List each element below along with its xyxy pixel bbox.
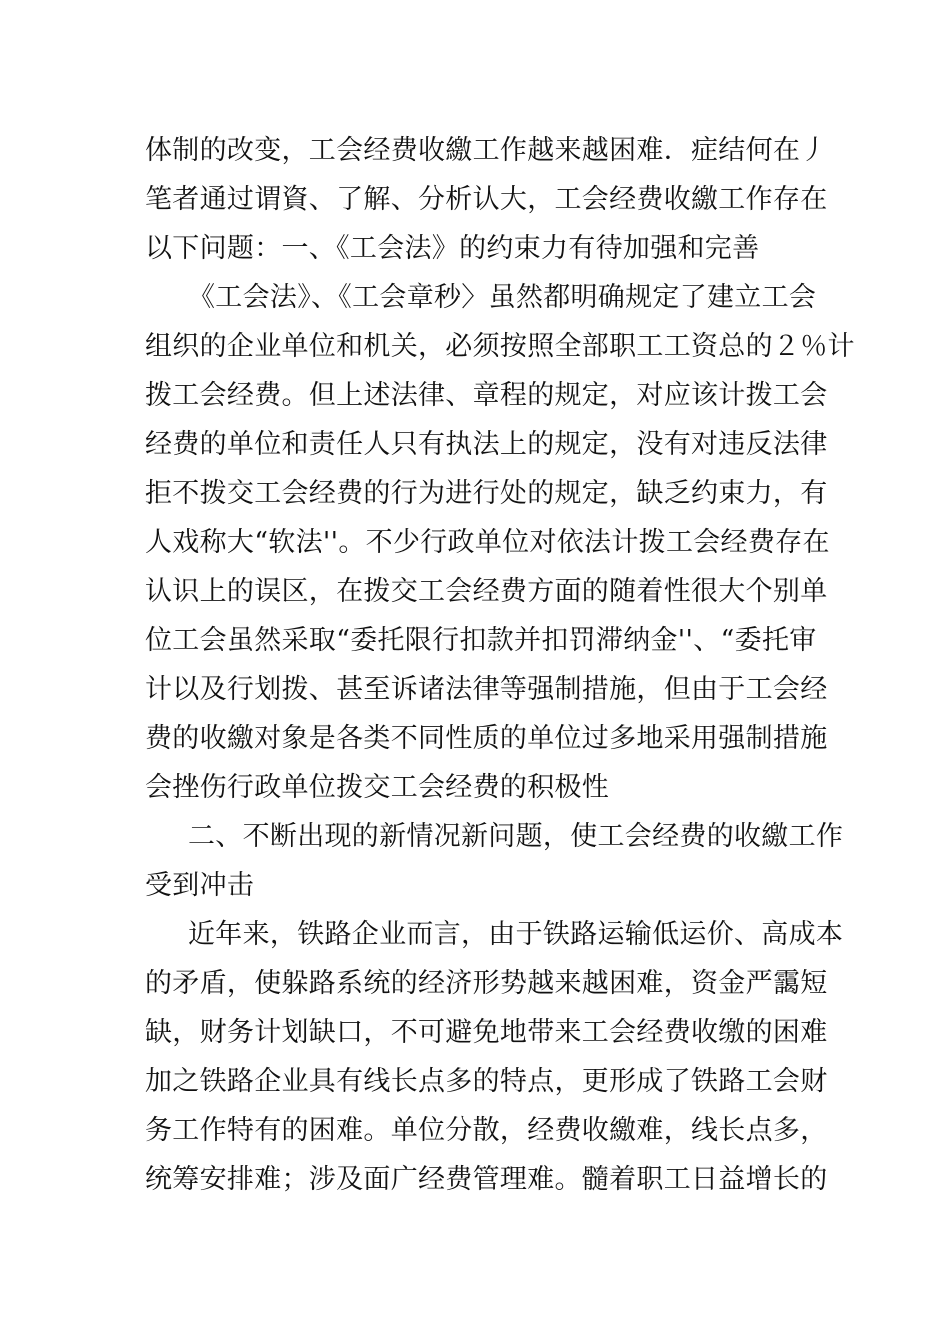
- text-line: 认识上的误区，在拨交工会经费方面的随着性很大个别单: [145, 576, 828, 607]
- text-line: 计以及行划拨、甚至诉诸法律等强制措施，但由于工会经: [145, 674, 828, 705]
- text-line: 人戏称大“软法''。不少行政单位对依法计拨工会经费存在: [145, 527, 830, 558]
- body-text: [145, 126, 855, 1204]
- text-line: 会挫伤行政单位拨交工会经费的积极性: [145, 772, 610, 803]
- text-line: 组织的企业单位和机关，必须按照全部职工工资总的２％计: [145, 331, 855, 362]
- text-line: 加之铁路企业具有线长点多的特点，更形成了铁路工会财: [145, 1066, 828, 1097]
- text-line: 位工会虽然采取“委托限行扣款并扣罚滞纳金''、“委托审: [145, 625, 817, 656]
- text-line: 以下问题：一、《工会法》的约束力有待加强和完善: [145, 233, 760, 264]
- text-line: 经费的单位和责任人只有执法上的规定，没有对违反法律: [145, 429, 828, 460]
- text-line: 拒不拨交工会经费的行为进行处的规定，缺乏约束力，有: [145, 478, 828, 509]
- section-heading-line: 受到冲击: [145, 870, 255, 901]
- text-line: 的矛盾，使躲路系统的经济形势越来越困难，资金严靄短: [145, 968, 828, 999]
- text-line: 拨工会经费。但上述法律、章程的规定，对应该计拨工会: [145, 380, 828, 411]
- text-line: 务工作特有的困难。单位分散，经费收繳难，线长点多，: [145, 1115, 828, 1146]
- paragraph-start-line: 近年来，铁路企业而言，由于铁路运输低运价、高成本: [188, 919, 844, 950]
- text-line: 统筹安排难；涉及面广经费管理难。髓着职工日益增长的: [145, 1164, 828, 1195]
- text-line: 缺，财务计划缺口，不可避免地带来工会经费收缴的困难: [145, 1017, 828, 1048]
- paragraph-start-line: 《工会法》、《工会章秒〉虽然都明确规定了建立工会: [188, 282, 817, 313]
- text-line: 体制的改变，工会经费收繳工作越来越困难．症结何在丿: [145, 135, 828, 166]
- section-heading-line: 二、不断出现的新情况新问题，使工会经费的收繳工作: [188, 821, 844, 852]
- text-line: 笔者通过谓資、了解、分析认大，工会经费收繳工作存在: [145, 184, 828, 215]
- text-line: 费的收繳对象是各类不同性质的单位过多地采用强制措施: [145, 723, 828, 754]
